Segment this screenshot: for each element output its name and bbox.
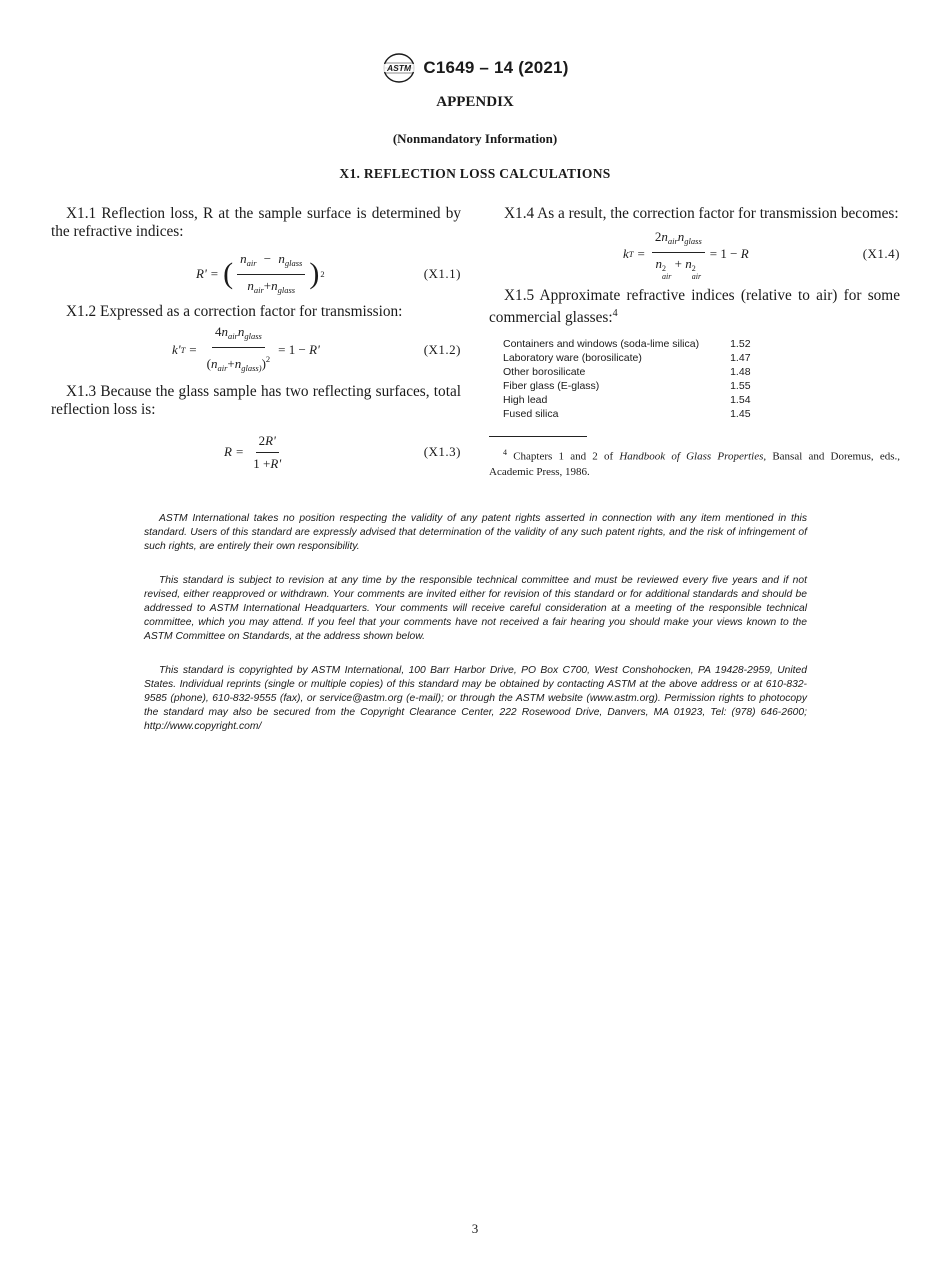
eq-equals: = (210, 266, 219, 281)
footnote (489, 445, 900, 480)
equation-number: (X1.1) (423, 266, 461, 281)
var-n: n (661, 228, 668, 244)
var-n: n (271, 277, 278, 293)
sub-air: air (217, 363, 228, 373)
plus: + (263, 277, 272, 293)
paragraph-x1-4: X1.4 As a result, the correction factor for transmission becomes: (504, 205, 899, 222)
exponent: 2 (265, 354, 271, 364)
var-n: n (210, 356, 218, 371)
var-n: n (655, 255, 663, 271)
sub-glass: glass (684, 235, 702, 246)
equation-body (196, 249, 325, 299)
table-row (503, 365, 751, 379)
sub-air: air (662, 271, 672, 281)
var-R: R (740, 246, 749, 261)
script-stack (662, 265, 671, 281)
numerator (212, 323, 265, 348)
numerator (652, 228, 705, 253)
footnote-text: Chapters 1 and 2 of (507, 450, 620, 463)
sub-glass: glass) (241, 363, 262, 373)
eq-lhs: R' (196, 266, 207, 281)
script-stack (692, 265, 701, 281)
denominator (244, 275, 298, 299)
sub-T: T (180, 345, 186, 355)
numerator (237, 250, 305, 275)
glass-name: Other borosilicate (503, 366, 586, 379)
paren-open: ( (223, 257, 234, 290)
eq-equals: = (189, 342, 197, 357)
glass-name: Laboratory ware (borosilicate) (503, 352, 642, 365)
page-header (0, 52, 950, 89)
equation-x1-4 (489, 229, 900, 279)
denominator (653, 253, 705, 281)
page-number: 3 (471, 1221, 479, 1236)
eq-lhs: k (623, 246, 629, 261)
var-n: n (278, 250, 285, 266)
patent-notice: ASTM International takes no position respecting the validity of any patent rights asserted in connection with any item mentioned in this standard. Users of this standard are expressly advised that determination of the validity of any such patent rights, and the risk of infringement of such rights, are entirely their own responsibility. (144, 513, 807, 552)
coefficient: 2 (654, 228, 662, 244)
eq-equals: = (235, 444, 244, 459)
paragraph-x1-2: X1.2 Expressed as a correction factor for transmission: (66, 303, 403, 320)
glass-indices-table (503, 337, 751, 421)
glass-name: High lead (503, 394, 548, 407)
copyright-notice: This standard is copyrighted by ASTM International, 100 Barr Harbor Drive, PO Box C700, West Conshohocken, PA 19428-2959, United States. Individual reprints (single or multiple copies) of this standard may be obtained by contacting ASTM at the above address or at 610-832-9585 (phone), 610-832-9555 (fax), or service@astm.org (e-mail); or through the ASTM website (www.astm.org). Permission rights to photocopy the standard may also be secured from the Copyright Clearance Center, 222 Rosewood Drive, Danvers, MA 01923, Tel: (978) 646-2600; http://www.copyright.com/ (144, 665, 807, 732)
exponent: 2 (662, 263, 667, 273)
denominator (204, 348, 274, 377)
var-n: n (234, 356, 242, 371)
paren-close: ) (261, 356, 266, 371)
equation-number: (X1.3) (423, 444, 461, 459)
paragraph-x1-3: X1.3 Because the glass sample has two reflecting surfaces, total reflection loss is: (51, 383, 461, 418)
one-plus: 1 + (253, 455, 271, 471)
sub-glass: glass (244, 331, 262, 341)
footnote-rule (489, 436, 587, 437)
footnote-ref: 4 (612, 308, 618, 319)
table-row (503, 379, 751, 393)
sub-air: air (691, 271, 702, 281)
refractive-index: 1.55 (730, 380, 751, 393)
footnote-mark: 4 (503, 448, 507, 458)
equation-x1-2 (51, 325, 461, 375)
exponent: 2 (691, 263, 696, 273)
sub-T: T (628, 249, 634, 259)
equation-body (172, 325, 320, 375)
designation: C1649 – 14 (2021) (423, 58, 569, 77)
revision-notice: This standard is subject to revision at any time by the responsible technical committee and must be reviewed every five years and if not revised, either reapproved or withdrawn. Your comments are invited either for revision of this standard or for additional standards and should be addressed to ASTM International Headquarters. Your comments will receive careful consideration at a meeting of the responsible technical committee, which you may attend. If you feel that your comments have not received a fair hearing you should make your views known to the ASTM Committee on Standards, at the address shown below. (144, 575, 807, 642)
minus: − (263, 250, 272, 266)
var-n: n (677, 228, 685, 244)
left-column (51, 205, 461, 477)
refractive-index: 1.45 (730, 408, 751, 421)
plus: + (227, 356, 235, 371)
var-R-prime: R' (265, 432, 276, 448)
eq-lhs: R (224, 444, 232, 459)
numerator (256, 432, 279, 453)
var-n: n (221, 324, 228, 339)
table-row (503, 351, 751, 365)
refractive-index: 1.54 (730, 394, 751, 407)
header-inner (381, 52, 568, 84)
refractive-index: 1.47 (730, 352, 751, 365)
fraction (237, 250, 305, 299)
eq-rhs: = 1 − (278, 342, 306, 357)
eq-rhs: = 1 − (709, 246, 738, 261)
equation-number: (X1.4) (862, 246, 900, 261)
refractive-index: 1.48 (730, 366, 751, 379)
equation-x1-3 (51, 427, 461, 477)
table-row (503, 393, 751, 407)
var-R-prime: R' (270, 455, 282, 471)
var-n: n (247, 277, 254, 293)
appendix-title: APPENDIX (436, 94, 514, 110)
equation-x1-1 (51, 249, 461, 299)
var-R-prime: R' (309, 342, 320, 357)
plus: + (674, 255, 682, 271)
table-row (503, 407, 751, 421)
denominator (250, 453, 284, 473)
eq-lhs: k' (172, 342, 181, 357)
footnote-text: , Bansal and Doremus, eds., Academic Press, 1986. (489, 450, 900, 478)
sub-glass: glass (277, 284, 296, 295)
astm-notices (144, 512, 807, 754)
exponent: 2 (320, 269, 325, 279)
equation-number: (X1.2) (423, 342, 461, 357)
glass-name: Containers and windows (soda-lime silica) (503, 338, 700, 351)
paren-close: ) (309, 257, 320, 290)
coefficient: 4 (214, 324, 222, 339)
fraction (204, 323, 274, 377)
var-n: n (685, 255, 692, 271)
logo-lettering: ASTM (387, 63, 412, 73)
glass-table-body (503, 337, 751, 421)
footnote-book-title: Handbook of Glass Properties (619, 450, 764, 463)
eq-equals: = (637, 246, 645, 261)
table-row (503, 337, 751, 351)
paren-open: ( (206, 356, 211, 371)
section-title: X1. REFLECTION LOSS CALCULATIONS (339, 166, 611, 181)
sub-air: air (667, 235, 678, 246)
paragraph-x1-1: X1.1 Reflection loss, R at the sample surface is determined by the refractive indices: (51, 205, 461, 240)
glass-name: Fused silica (503, 408, 559, 421)
astm-logo-icon (381, 52, 417, 84)
paragraph-x1-5 (489, 287, 900, 327)
refractive-index: 1.52 (730, 338, 751, 351)
sub-air: air (246, 257, 257, 268)
glass-name: Fiber glass (E-glass) (503, 380, 600, 393)
coefficient: 2 (258, 432, 266, 448)
paragraph-text: X1.5 Approximate refractive indices (relative to air) for some commercial glasses: (489, 287, 900, 327)
right-column (489, 205, 900, 480)
sub-air: air (253, 284, 264, 295)
fraction (652, 228, 705, 281)
equation-body (623, 229, 749, 279)
equation-body (224, 427, 287, 477)
var-n: n (240, 250, 247, 266)
sub-air: air (227, 331, 238, 341)
fraction (250, 432, 284, 473)
sub-glass: glass (284, 257, 303, 268)
var-n: n (237, 324, 245, 339)
nonmandatory-label: (Nonmandatory Information) (392, 131, 558, 146)
